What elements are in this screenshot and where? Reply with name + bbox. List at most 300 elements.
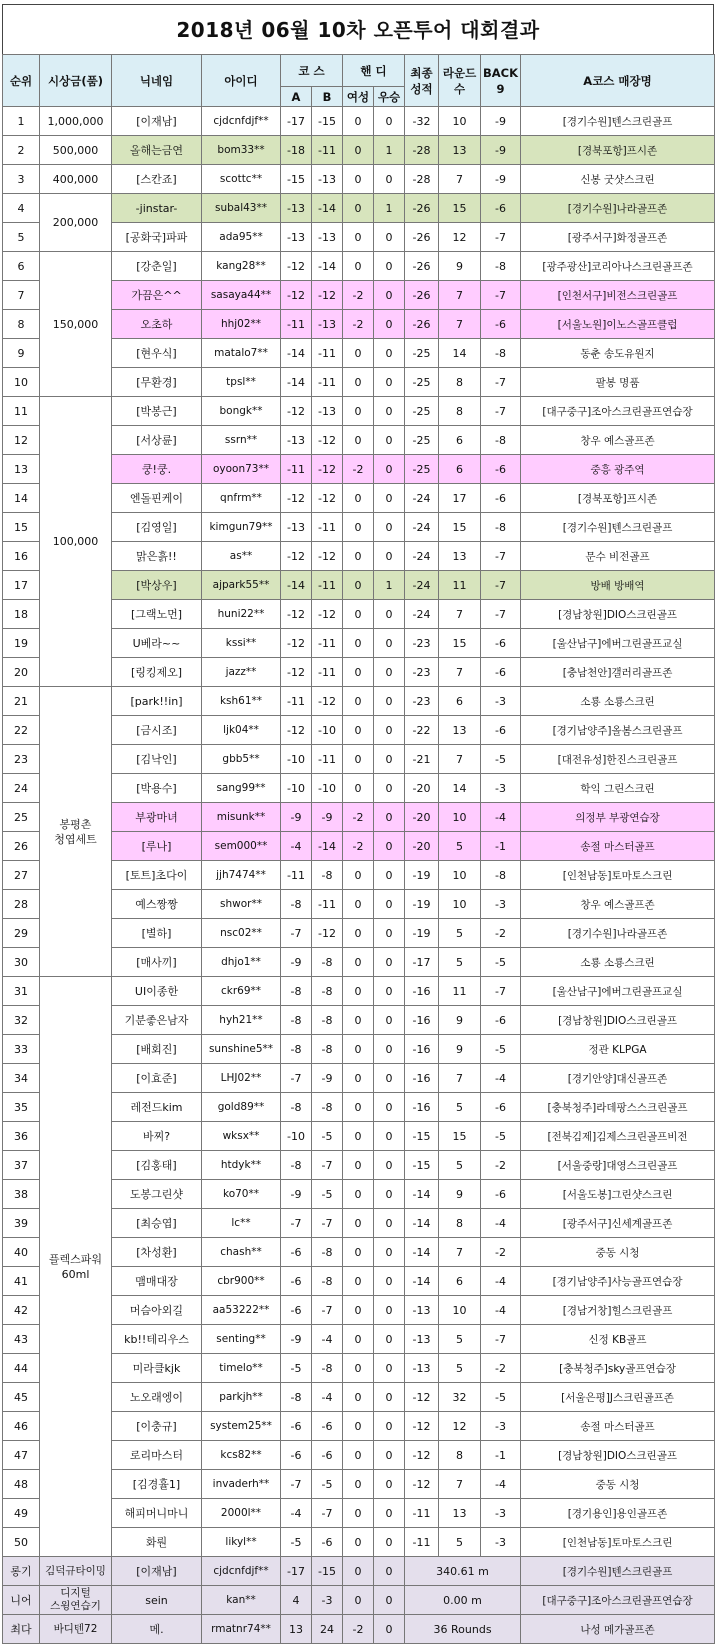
nickname-cell: 맴매대장: [112, 1267, 202, 1296]
hc-win-cell: 0: [374, 252, 405, 281]
rank-cell: 26: [3, 832, 40, 861]
rank-cell: 31: [3, 977, 40, 1006]
nickname-cell: 레전드kim: [112, 1093, 202, 1122]
id-cell: nsc02**: [202, 919, 281, 948]
rounds-cell: 11: [439, 977, 481, 1006]
back9-cell: -3: [481, 774, 521, 803]
final-cell: -16: [405, 1006, 439, 1035]
rounds-cell: 10: [439, 861, 481, 890]
id-cell: aa53222**: [202, 1296, 281, 1325]
rounds-cell: 5: [439, 1151, 481, 1180]
nickname-cell: [김홍태]: [112, 1151, 202, 1180]
hc-win-cell: 0: [374, 948, 405, 977]
nickname-cell: [루나]: [112, 832, 202, 861]
rank-cell: 27: [3, 861, 40, 890]
final-cell: -23: [405, 629, 439, 658]
store-cell: 소룡 소룡스크린: [521, 948, 715, 977]
back9-cell: -6: [481, 455, 521, 484]
prize-cell: 플렉스파워 60ml: [40, 977, 112, 1557]
nickname-cell: [공화국]파파: [112, 223, 202, 252]
back9-cell: -8: [481, 513, 521, 542]
hc-win-cell: 0: [374, 716, 405, 745]
id-cell: parkjh**: [202, 1383, 281, 1412]
store-cell: [서울노원]이노스골프클럽: [521, 310, 715, 339]
course-b-cell: -8: [312, 1035, 343, 1064]
final-cell: -14: [405, 1238, 439, 1267]
course-a-cell: -7: [281, 919, 312, 948]
hc-female-cell: 0: [343, 861, 374, 890]
header-rank: 순위: [3, 55, 40, 107]
header-hc-female: 여성: [343, 87, 374, 107]
course-b-cell: -14: [312, 194, 343, 223]
final-cell: -24: [405, 484, 439, 513]
course-b-cell: -15: [312, 1557, 343, 1586]
store-cell: [경기수원]텐스크린골프: [521, 1557, 715, 1586]
course-a-cell: -8: [281, 890, 312, 919]
course-a-cell: -18: [281, 136, 312, 165]
prize-cell: 100,000: [40, 397, 112, 687]
back9-cell: -6: [481, 1006, 521, 1035]
course-a-cell: -7: [281, 1064, 312, 1093]
hc-female-cell: 0: [343, 1006, 374, 1035]
rounds-cell: 13: [439, 136, 481, 165]
back9-cell: -7: [481, 571, 521, 600]
hc-win-cell: 0: [374, 1441, 405, 1470]
id-cell: invaderh**: [202, 1470, 281, 1499]
back9-cell: -3: [481, 1528, 521, 1557]
final-cell: -16: [405, 977, 439, 1006]
hc-female-cell: 0: [343, 977, 374, 1006]
final-cell: -20: [405, 774, 439, 803]
rounds-cell: 13: [439, 1499, 481, 1528]
header-course: 코 스: [281, 55, 343, 87]
final-cell: -12: [405, 1383, 439, 1412]
rank-cell: 11: [3, 397, 40, 426]
store-cell: [경기남양주]올봄스크린골프: [521, 716, 715, 745]
back9-cell: -5: [481, 1035, 521, 1064]
nickname-cell: 부광마녀: [112, 803, 202, 832]
final-cell: -23: [405, 687, 439, 716]
rank-cell: 14: [3, 484, 40, 513]
back9-cell: -2: [481, 1354, 521, 1383]
nickname-cell: 도봉그린샷: [112, 1180, 202, 1209]
final-cell: -13: [405, 1325, 439, 1354]
store-cell: 신정 KB골프: [521, 1325, 715, 1354]
hc-win-cell: 0: [374, 455, 405, 484]
store-cell: 송절 마스터골프: [521, 1412, 715, 1441]
rank-cell: 9: [3, 339, 40, 368]
rounds-cell: 8: [439, 368, 481, 397]
header-prize: 시상금(품): [40, 55, 112, 107]
header-course-a: A: [281, 87, 312, 107]
hc-win-cell: 0: [374, 1296, 405, 1325]
course-a-cell: -13: [281, 426, 312, 455]
course-a-cell: -8: [281, 977, 312, 1006]
id-cell: huni22**: [202, 600, 281, 629]
id-cell: kang28**: [202, 252, 281, 281]
final-cell: -20: [405, 832, 439, 861]
hc-female-cell: 0: [343, 1296, 374, 1325]
final-cell: -12: [405, 1470, 439, 1499]
hc-female-cell: 0: [343, 136, 374, 165]
store-cell: [서울은평]J스크린골프존: [521, 1383, 715, 1412]
hc-win-cell: 0: [374, 658, 405, 687]
rounds-cell: 8: [439, 1441, 481, 1470]
course-a-cell: -9: [281, 1325, 312, 1354]
final-cell: -16: [405, 1035, 439, 1064]
hc-female-cell: 0: [343, 1035, 374, 1064]
hc-win-cell: 0: [374, 687, 405, 716]
nickname-cell: 기분좋은남자: [112, 1006, 202, 1035]
table-row: [3, 397, 715, 426]
rank-cell: 10: [3, 368, 40, 397]
rank-cell: 19: [3, 629, 40, 658]
store-cell: [대구중구]조아스크린골프연습장: [521, 1586, 715, 1615]
header-hc-win: 우승: [374, 87, 405, 107]
hc-win-cell: 0: [374, 600, 405, 629]
rank-cell: 43: [3, 1325, 40, 1354]
rounds-cell: 15: [439, 194, 481, 223]
header-id: 아이디: [202, 55, 281, 107]
hc-win-cell: 0: [374, 1528, 405, 1557]
hc-win-cell: 0: [374, 1064, 405, 1093]
course-a-cell: -13: [281, 513, 312, 542]
course-b-cell: -8: [312, 948, 343, 977]
nickname-cell: [링킹제오]: [112, 658, 202, 687]
award-value-cell: 340.61 m: [405, 1557, 521, 1586]
nickname-cell: [최승엽]: [112, 1209, 202, 1238]
prize-cell: 200,000: [40, 194, 112, 252]
nickname-cell: 해피머니마니: [112, 1499, 202, 1528]
course-b-cell: -10: [312, 716, 343, 745]
store-cell: 소룡 소룡스크린: [521, 687, 715, 716]
store-cell: [인천서구]비전스크린골프: [521, 281, 715, 310]
nickname-cell: [김경휼1]: [112, 1470, 202, 1499]
final-cell: -19: [405, 890, 439, 919]
store-cell: [서울도봉]그린샷스크린: [521, 1180, 715, 1209]
final-cell: -25: [405, 339, 439, 368]
nickname-cell: [스칸죠]: [112, 165, 202, 194]
course-a-cell: -8: [281, 1035, 312, 1064]
final-cell: -16: [405, 1093, 439, 1122]
rank-cell: 50: [3, 1528, 40, 1557]
back9-cell: -8: [481, 426, 521, 455]
final-cell: -24: [405, 571, 439, 600]
hc-female-cell: 0: [343, 426, 374, 455]
hc-female-cell: 0: [343, 1557, 374, 1586]
hc-female-cell: 0: [343, 571, 374, 600]
rounds-cell: 17: [439, 484, 481, 513]
id-cell: rmatnr74**: [202, 1615, 281, 1644]
course-a-cell: -11: [281, 861, 312, 890]
id-cell: oyoon73**: [202, 455, 281, 484]
final-cell: -24: [405, 513, 439, 542]
rounds-cell: 6: [439, 426, 481, 455]
course-b-cell: -12: [312, 542, 343, 571]
back9-cell: -4: [481, 1267, 521, 1296]
back9-cell: -8: [481, 252, 521, 281]
rank-cell: 38: [3, 1180, 40, 1209]
final-cell: -20: [405, 803, 439, 832]
id-cell: sang99**: [202, 774, 281, 803]
award-label-cell: 최다: [3, 1615, 40, 1644]
id-cell: timelo**: [202, 1354, 281, 1383]
id-cell: 2000l**: [202, 1499, 281, 1528]
rank-cell: 49: [3, 1499, 40, 1528]
course-b-cell: -3: [312, 1586, 343, 1615]
nickname-cell: [현우식]: [112, 339, 202, 368]
rank-cell: 24: [3, 774, 40, 803]
course-b-cell: -11: [312, 339, 343, 368]
hc-win-cell: 0: [374, 426, 405, 455]
rounds-cell: 7: [439, 1064, 481, 1093]
nickname-cell: [김낙인]: [112, 745, 202, 774]
final-cell: -21: [405, 745, 439, 774]
course-a-cell: -12: [281, 252, 312, 281]
back9-cell: -9: [481, 136, 521, 165]
rounds-cell: 6: [439, 455, 481, 484]
rank-cell: 36: [3, 1122, 40, 1151]
nickname-cell: [서상륜]: [112, 426, 202, 455]
rounds-cell: 7: [439, 281, 481, 310]
rank-cell: 32: [3, 1006, 40, 1035]
course-b-cell: -8: [312, 1093, 343, 1122]
hc-win-cell: 0: [374, 1615, 405, 1644]
course-b-cell: -11: [312, 890, 343, 919]
final-cell: -22: [405, 716, 439, 745]
rounds-cell: 5: [439, 1354, 481, 1383]
final-cell: -25: [405, 368, 439, 397]
hc-female-cell: -2: [343, 1615, 374, 1644]
award-row: [3, 1586, 715, 1615]
store-cell: 의정부 부광연습장: [521, 803, 715, 832]
course-a-cell: -9: [281, 803, 312, 832]
results-table: [2, 54, 715, 1644]
course-a-cell: -17: [281, 1557, 312, 1586]
course-b-cell: -12: [312, 455, 343, 484]
hc-win-cell: 0: [374, 1267, 405, 1296]
final-cell: -25: [405, 426, 439, 455]
nickname-cell: 로리마스터: [112, 1441, 202, 1470]
back9-cell: -6: [481, 629, 521, 658]
hc-win-cell: 0: [374, 774, 405, 803]
course-b-cell: -11: [312, 658, 343, 687]
course-a-cell: 13: [281, 1615, 312, 1644]
hc-win-cell: 0: [374, 1006, 405, 1035]
nickname-cell: 엔돌핀케이: [112, 484, 202, 513]
rounds-cell: 5: [439, 948, 481, 977]
course-b-cell: -8: [312, 1238, 343, 1267]
hc-female-cell: -2: [343, 455, 374, 484]
course-a-cell: -8: [281, 1006, 312, 1035]
course-a-cell: -10: [281, 774, 312, 803]
rounds-cell: 32: [439, 1383, 481, 1412]
store-cell: [대구중구]조아스크린골프연습장: [521, 397, 715, 426]
page-title: 2018년 06월 10차 오픈투어 대회결과: [2, 4, 714, 54]
course-b-cell: -13: [312, 165, 343, 194]
hc-female-cell: 0: [343, 397, 374, 426]
back9-cell: -6: [481, 310, 521, 339]
rank-cell: 13: [3, 455, 40, 484]
rounds-cell: 5: [439, 1093, 481, 1122]
rank-cell: 28: [3, 890, 40, 919]
hc-female-cell: 0: [343, 1499, 374, 1528]
hc-female-cell: -2: [343, 832, 374, 861]
back9-cell: -3: [481, 890, 521, 919]
course-b-cell: -11: [312, 136, 343, 165]
rounds-cell: 5: [439, 1528, 481, 1557]
header-final: 최종 성적: [405, 55, 439, 107]
course-b-cell: -4: [312, 1383, 343, 1412]
hc-win-cell: 0: [374, 1325, 405, 1354]
final-cell: -26: [405, 223, 439, 252]
rounds-cell: 5: [439, 832, 481, 861]
hc-female-cell: 0: [343, 919, 374, 948]
id-cell: hyh21**: [202, 1006, 281, 1035]
rounds-cell: 12: [439, 223, 481, 252]
course-b-cell: -6: [312, 1528, 343, 1557]
store-cell: 학익 그린스크린: [521, 774, 715, 803]
hc-win-cell: 0: [374, 1383, 405, 1412]
store-cell: [울산남구]에버그린골프교실: [521, 629, 715, 658]
final-cell: -19: [405, 861, 439, 890]
id-cell: cbr900**: [202, 1267, 281, 1296]
rounds-cell: 14: [439, 774, 481, 803]
nickname-cell: [강춘일]: [112, 252, 202, 281]
hc-win-cell: 0: [374, 281, 405, 310]
nickname-cell: [금시조]: [112, 716, 202, 745]
course-b-cell: -7: [312, 1499, 343, 1528]
rank-cell: 2: [3, 136, 40, 165]
back9-cell: -7: [481, 397, 521, 426]
back9-cell: -6: [481, 194, 521, 223]
store-cell: [충북청주]sky골프연습장: [521, 1354, 715, 1383]
store-cell: [경기수원]나라골프존: [521, 194, 715, 223]
hc-female-cell: 0: [343, 716, 374, 745]
course-a-cell: -12: [281, 281, 312, 310]
course-b-cell: -13: [312, 397, 343, 426]
nickname-cell: [매사끼]: [112, 948, 202, 977]
back9-cell: -8: [481, 339, 521, 368]
id-cell: sunshine5**: [202, 1035, 281, 1064]
hc-win-cell: 0: [374, 803, 405, 832]
table-row: [3, 687, 715, 716]
rank-cell: 6: [3, 252, 40, 281]
hc-female-cell: 0: [343, 774, 374, 803]
course-b-cell: -5: [312, 1122, 343, 1151]
final-cell: -26: [405, 310, 439, 339]
course-b-cell: -11: [312, 629, 343, 658]
course-b-cell: -8: [312, 1354, 343, 1383]
award-row: [3, 1557, 715, 1586]
course-b-cell: -14: [312, 252, 343, 281]
course-a-cell: -10: [281, 745, 312, 774]
store-cell: 방배 방배역: [521, 571, 715, 600]
final-cell: -15: [405, 1151, 439, 1180]
id-cell: subal43**: [202, 194, 281, 223]
back9-cell: -6: [481, 1180, 521, 1209]
course-a-cell: -7: [281, 1209, 312, 1238]
course-a-cell: -5: [281, 1528, 312, 1557]
final-cell: -23: [405, 658, 439, 687]
hc-female-cell: 0: [343, 542, 374, 571]
rank-cell: 45: [3, 1383, 40, 1412]
hc-win-cell: 0: [374, 1238, 405, 1267]
store-cell: 창우 예스골프존: [521, 890, 715, 919]
course-a-cell: -13: [281, 223, 312, 252]
hc-female-cell: 0: [343, 165, 374, 194]
award-label-cell: 니어: [3, 1586, 40, 1615]
store-cell: 중동 시청: [521, 1470, 715, 1499]
hc-win-cell: 0: [374, 339, 405, 368]
store-cell: [인천남동]토마토스크린: [521, 861, 715, 890]
rounds-cell: 9: [439, 1180, 481, 1209]
hc-female-cell: 0: [343, 890, 374, 919]
hc-female-cell: 0: [343, 339, 374, 368]
id-cell: ada95**: [202, 223, 281, 252]
back9-cell: -3: [481, 1499, 521, 1528]
id-cell: jazz**: [202, 658, 281, 687]
hc-win-cell: 1: [374, 194, 405, 223]
rank-cell: 30: [3, 948, 40, 977]
store-cell: [경기수원]나라골프존: [521, 919, 715, 948]
id-cell: system25**: [202, 1412, 281, 1441]
nickname-cell: 바찌?: [112, 1122, 202, 1151]
prize-cell: 봉평촌 청엽세트: [40, 687, 112, 977]
id-cell: ko70**: [202, 1180, 281, 1209]
rank-cell: 48: [3, 1470, 40, 1499]
store-cell: [경남거창]힐스크린골프: [521, 1296, 715, 1325]
rounds-cell: 15: [439, 1122, 481, 1151]
hc-female-cell: 0: [343, 1528, 374, 1557]
final-cell: -11: [405, 1499, 439, 1528]
nickname-cell: 맑은흙!!: [112, 542, 202, 571]
hc-win-cell: 0: [374, 1180, 405, 1209]
back9-cell: -7: [481, 281, 521, 310]
hc-female-cell: 0: [343, 1325, 374, 1354]
final-cell: -12: [405, 1412, 439, 1441]
course-a-cell: -7: [281, 1470, 312, 1499]
award-row: [3, 1615, 715, 1644]
hc-win-cell: 0: [374, 368, 405, 397]
nickname-cell: 오초하: [112, 310, 202, 339]
back9-cell: -1: [481, 832, 521, 861]
store-cell: [경남창원]DIO스크린골프: [521, 600, 715, 629]
hc-win-cell: 0: [374, 1557, 405, 1586]
store-cell: [충북청주]라데팡스스크린골프: [521, 1093, 715, 1122]
id-cell: gold89**: [202, 1093, 281, 1122]
course-a-cell: -11: [281, 310, 312, 339]
course-b-cell: -12: [312, 484, 343, 513]
final-cell: -12: [405, 1441, 439, 1470]
course-b-cell: -4: [312, 1325, 343, 1354]
hc-win-cell: 0: [374, 1209, 405, 1238]
hc-female-cell: 0: [343, 1209, 374, 1238]
store-cell: [경기남양주]사능골프연습장: [521, 1267, 715, 1296]
course-b-cell: -7: [312, 1151, 343, 1180]
course-a-cell: -12: [281, 600, 312, 629]
back9-cell: -5: [481, 948, 521, 977]
rounds-cell: 10: [439, 890, 481, 919]
table-row: [3, 252, 715, 281]
rounds-cell: 9: [439, 1035, 481, 1064]
hc-win-cell: 0: [374, 919, 405, 948]
rank-cell: 12: [3, 426, 40, 455]
course-a-cell: -6: [281, 1296, 312, 1325]
back9-cell: -3: [481, 1412, 521, 1441]
id-cell: tpsl**: [202, 368, 281, 397]
final-cell: -26: [405, 194, 439, 223]
